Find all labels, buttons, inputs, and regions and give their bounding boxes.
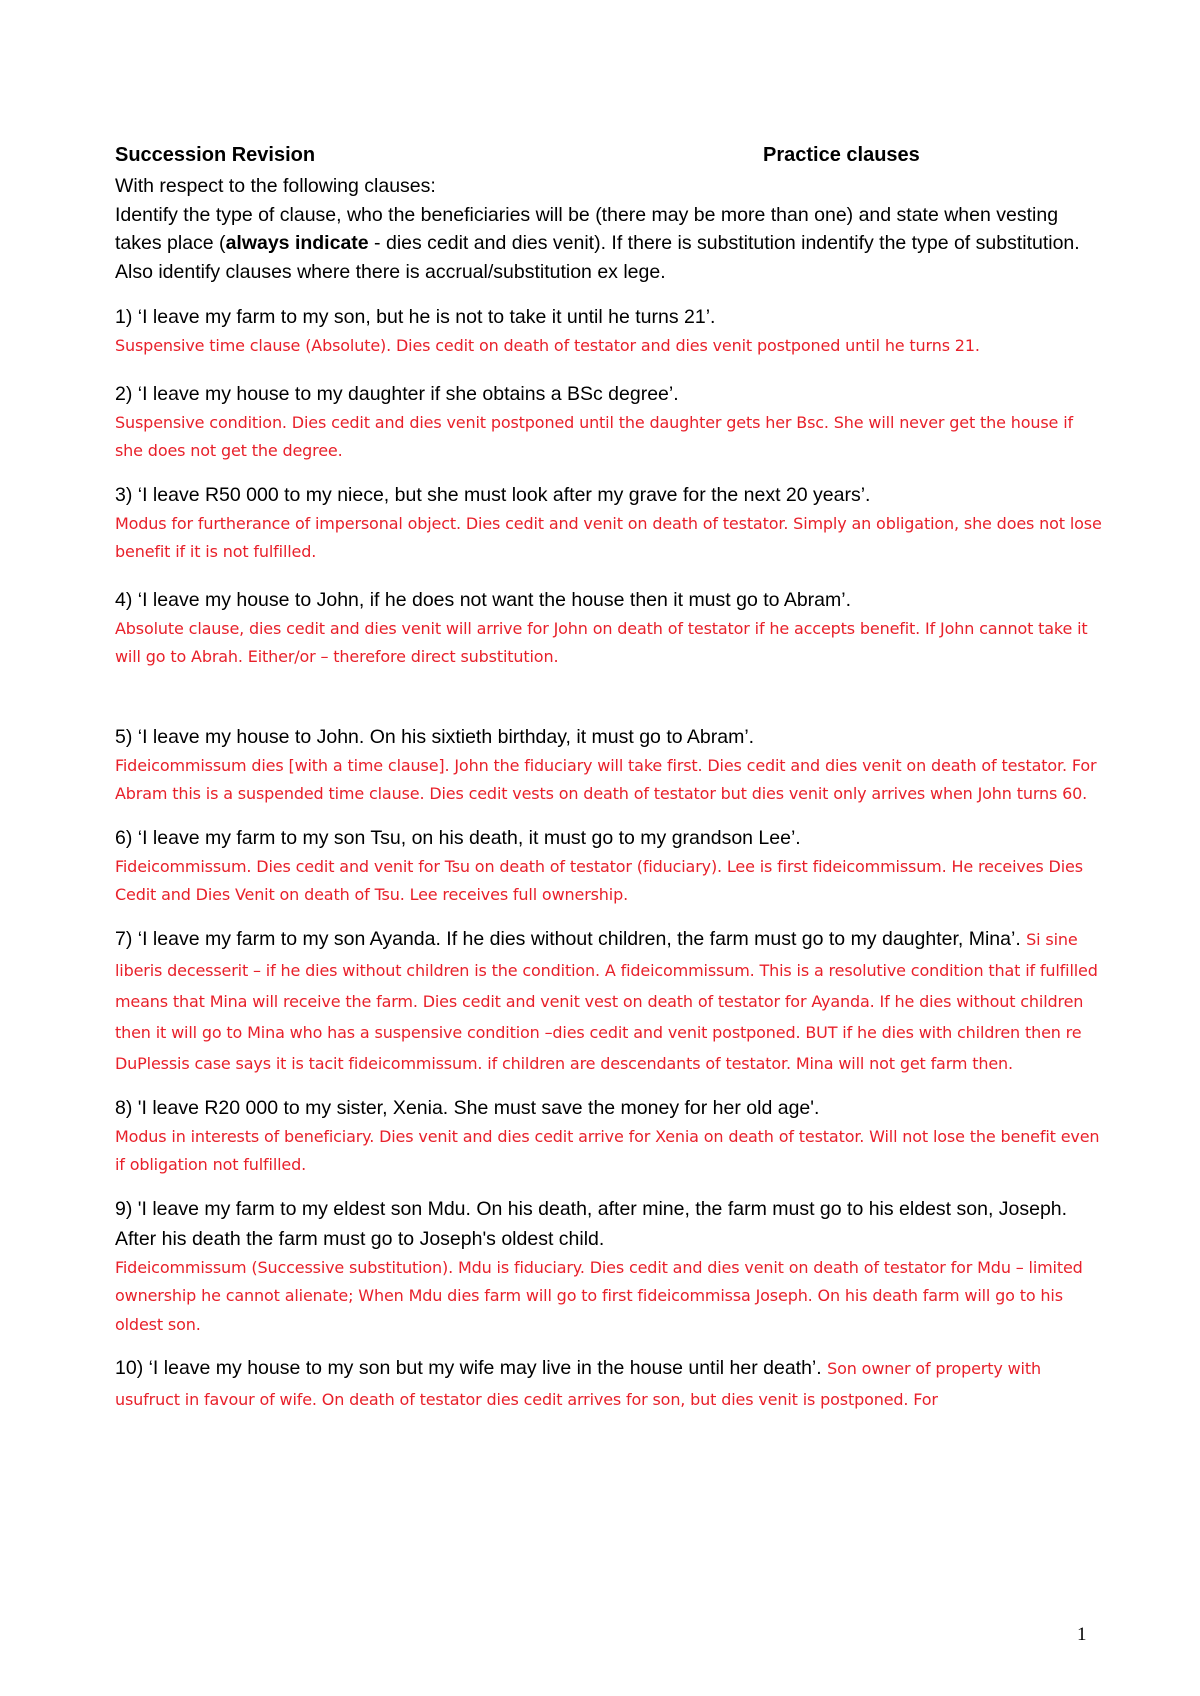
document-content	[115, 144, 1105, 1415]
page-number: 1	[1077, 1624, 1087, 1645]
answer-3: Modus for furtherance of impersonal object. Dies cedit and venit on death of testator. Simply an obligation, she does not lose benefit if it is not fulfilled.	[115, 513, 1102, 561]
question-7-text: 7) ‘I leave my farm to my son Ayanda. If he dies without children, the farm must go to my daughter, Mina’.	[115, 927, 1021, 950]
answer-1: Suspensive time clause (Absolute). Dies cedit on death of testator and dies venit postponed until he turns 21.	[115, 336, 980, 355]
question-6: 6) ‘I leave my farm to my son Tsu, on his death, it must go to my grandson Lee’.	[115, 826, 801, 849]
document-subtitle: Practice clauses	[763, 144, 920, 166]
document-header	[115, 144, 1105, 172]
question-4: 4) ‘I leave my house to John, if he does not want the house then it must go to Abram’.	[115, 588, 852, 611]
answer-4: Absolute clause, dies cedit and dies venit will arrive for John on death of testator if he accepts benefit. If John cannot take it will go to Abrah. Either/or – therefore direct substitution.	[115, 618, 1088, 666]
question-10-text: 10) ‘I leave my house to my son but my wife may live in the house until her death’.	[115, 1357, 822, 1379]
answer-7: Si sine liberis decesserit – if he dies without children is the condition. A fideicommissum. This is a resolutive condition that if fulfilled means that Mina will receive the farm. Dies cedit and venit vest on death of testator for Ayanda. If he dies without children then it will go to Mina who has a suspensive condition –dies cedit and venit postponed. BUT if he dies with children then re DuPlessis case says it is tacit fideicommissum. if children are descendants of testator. Mina will not get farm then.	[115, 929, 1098, 1073]
answer-2: Suspensive condition. Dies cedit and dies venit postponed until the daughter gets her Bsc. She will never get the house if she does not get the degree.	[115, 412, 1073, 460]
intro-paragraph	[115, 201, 1105, 287]
answer-5: Fideicommissum dies [with a time clause]. John the fiduciary will take first. Dies cedit and dies venit on death of testator. For Abram this is a suspended time clause. Dies cedit vests on death of testator but dies venit only arrives when John turns 60.	[115, 755, 1097, 803]
answer-8: Modus in interests of beneficiary. Dies venit and dies cedit arrive for Xenia on death of testator. Will not lose the benefit even if obligation not fulfilled.	[115, 1126, 1100, 1174]
intro-text-post: - dies cedit and dies venit). If there is substitution indentify the type of substitution. Also identify clauses where there is accrual/substitution ex lege.	[115, 232, 1080, 283]
question-1: 1) ‘I leave my farm to my son, but he is not to take it until he turns 21’.	[115, 306, 716, 328]
document-title: Succession Revision	[115, 144, 316, 166]
question-9: 9) 'I leave my farm to my eldest son Mdu. On his death, after mine, the farm must go to his eldest son, Joseph. After his death the farm must go to Joseph's oldest child.	[115, 1197, 1068, 1250]
intro-text-pre: Identify the type of clause, who the beneficiaries will be (there may be more than one) and state when vesting takes place (	[115, 203, 1059, 254]
question-3: 3) ‘I leave R50 000 to my niece, but she must look after my grave for the next 20 years’.	[115, 483, 871, 506]
question-5: 5) ‘I leave my house to John. On his sixtieth birthday, it must go to Abram’.	[115, 725, 755, 748]
question-2: 2) ‘I leave my house to my daughter if she obtains a BSc degree’.	[115, 382, 679, 405]
intro-bold-text: always indicate	[225, 232, 369, 254]
question-10	[115, 1353, 1105, 1415]
question-7	[115, 924, 1105, 1079]
answer-9: Fideicommissum (Successive substitution). Mdu is fiduciary. Dies cedit and dies venit on death of testator for Mdu – limited ownership he cannot alienate; When Mdu dies farm will go to first fideicommissa Joseph. On his death farm will go to his oldest son.	[115, 1257, 1083, 1334]
answer-6: Fideicommissum. Dies cedit and venit for Tsu on death of testator (fiduciary). Lee is first fideicommissum. He receives Dies Cedit and Dies Venit on death of Tsu. Lee receives full ownership.	[115, 856, 1083, 904]
answer-10: Son owner of property with usufruct in favour of wife. On death of testator dies cedit arrives for son, but dies venit is postponed. For	[115, 1359, 1041, 1409]
question-8: 8) 'I leave R20 000 to my sister, Xenia. She must save the money for her old age'.	[115, 1096, 820, 1119]
intro-line-1: With respect to the following clauses:	[115, 175, 436, 197]
